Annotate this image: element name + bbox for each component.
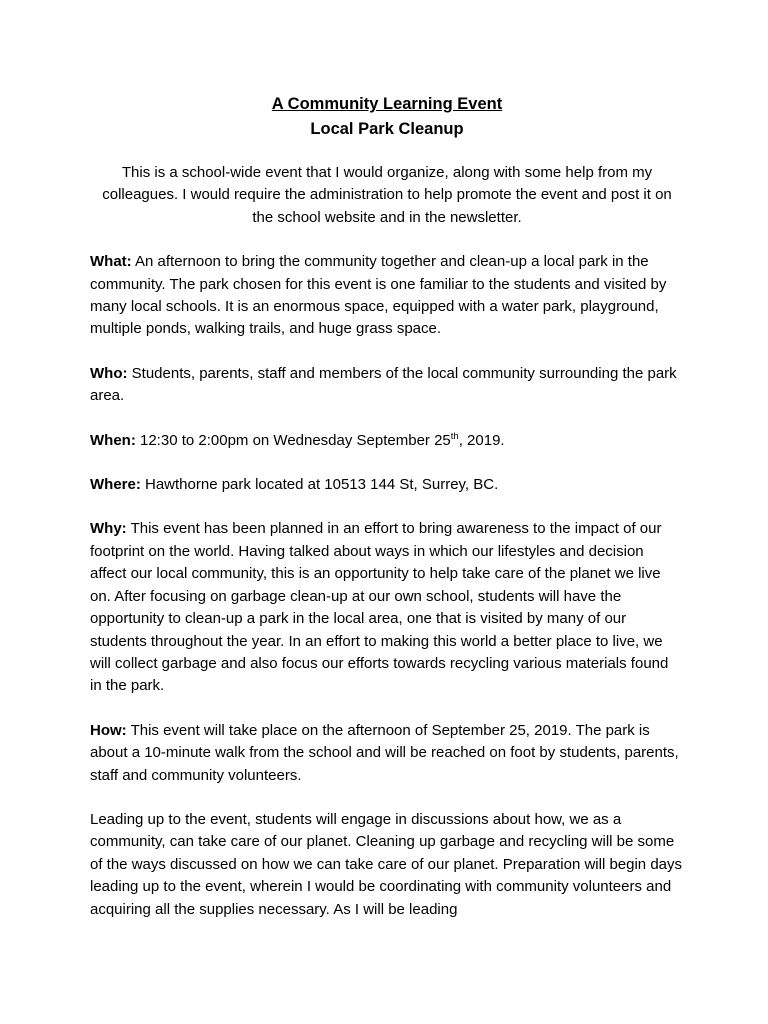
intro-paragraph: This is a school-wide event that I would organize, along with some help from my colleagues. I would require the administration to help promote the event and post it on the school website and in the newsletter. (102, 164, 672, 226)
who-section (90, 363, 684, 408)
when-superscript: th (450, 430, 459, 442)
how-section (90, 720, 684, 787)
when-text-end: , 2019. (458, 431, 505, 449)
why-section (90, 518, 684, 697)
leading-up-paragraph: Leading up to the event, students will engage in discussions about how, we as a community, can take care of our planet. Cleaning up garbage and recycling will be some of the ways discussed on how we can take care of our planet. Preparation will begin days leading up to the event, wherein I would be coordinating with community volunteers and acquiring all the supplies necessary. As I will be leading (90, 810, 683, 918)
how-label: How: (90, 721, 127, 739)
what-label: What: (90, 253, 132, 271)
where-text: Hawthorne park located at 10513 144 St, Surrey, BC. (140, 476, 499, 494)
who-text: Students, parents, staff and members of the local community surrounding the park area. (90, 364, 677, 405)
why-text: This event has been planned in an effort to bring awareness to the impact of our footprint on the world. Having talked about ways in which our lifestyles and decision affect our local community, this is an opportunity to help take care of the planet we live on. After focusing on garbage clean-up at our own school, students will have the opportunity to clean-up a park in the local area, one that is visited by many of our students throughout the year. In an effort to making this world a better place to live, we will collect garbage and also focus our efforts towards recycling various materials found in the park. (90, 520, 669, 695)
document-subtitle: Local Park Cleanup (310, 120, 464, 138)
document-title: A Community Learning Event (271, 95, 503, 113)
where-section (90, 474, 684, 496)
when-section (90, 430, 684, 452)
why-label: Why: (90, 520, 127, 538)
who-label: Who: (90, 364, 128, 382)
when-text: 12:30 to 2:00pm on Wednesday September 25 (135, 431, 451, 449)
when-label: When: (90, 431, 136, 449)
what-text: An afternoon to bring the community together and clean-up a local park in the community. The park chosen for this event is one familiar to the students and visited by many local schools. It is an enormous space, equipped with a water park, playground, multiple ponds, walking trails, and huge grass space. (90, 253, 667, 338)
document-body (90, 92, 684, 921)
how-text: This event will take place on the afternoon of September 25, 2019. The park is about a 10-minute walk from the school and will be reached on foot by students, parents, staff and community volunteers. (90, 721, 679, 784)
what-section (90, 251, 684, 341)
where-label: Where: (90, 476, 141, 494)
